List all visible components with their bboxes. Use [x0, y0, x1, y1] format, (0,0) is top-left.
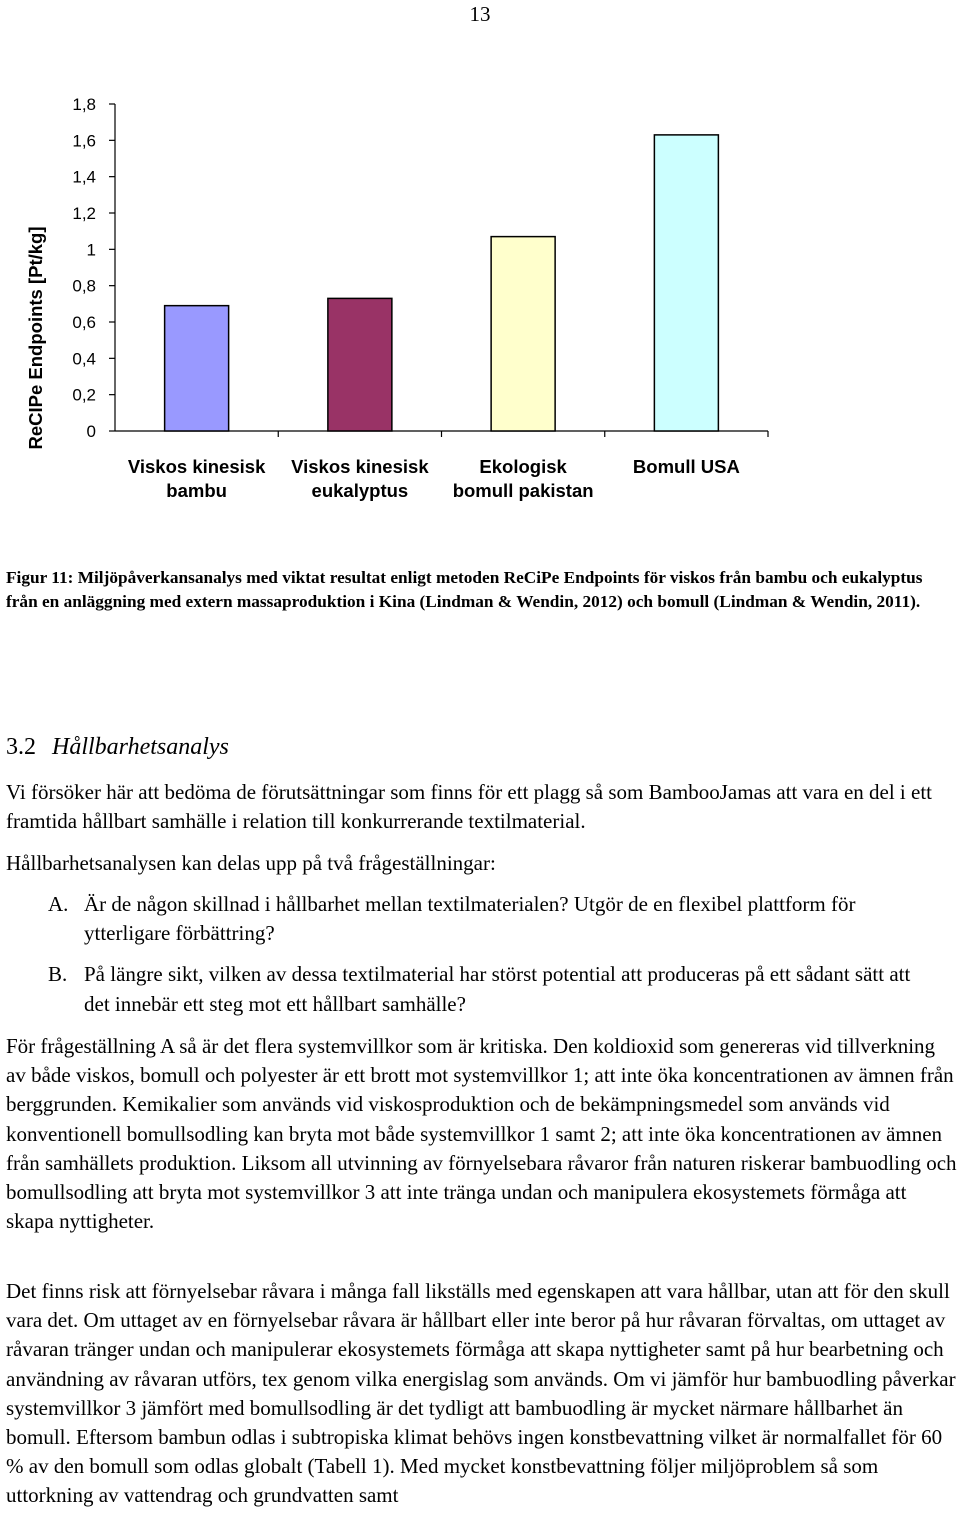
- x-category-label: Bomull USA: [632, 456, 740, 477]
- section-heading: [6, 734, 229, 761]
- page-number: 13: [469, 2, 491, 26]
- bar: [491, 237, 555, 431]
- body-paragraph-1: För frågeställning A så är det flera systemvillkor som är kritiska. Den koldioxid som genereras vid tillverkning av både viskos, bomull och polyester är ett brott mot systemvillkor 1; att inte öka koncentrationen av ämnen från berggrunden. Kemikalier som används vid viskosproduktion och de bekämpningsmedel som används vid konventionell bomullsodling kan bryta mot både systemvillkor 1 samt 2; att inte öka koncentrationen av ämnen från samhällets produktion. Liksom all utvinning av förnyelsebara råvaror från naturen riskerar bambuodling och bomullsodling att bryta mot systemvillkor 3 att inte tränga undan och manipulera ekosystemets förmåga att skapa nyttigheter.: [6, 1034, 957, 1234]
- y-tick-label: 0,4: [72, 349, 96, 369]
- y-axis-label: ReCIPe Endpoints [Pt/kg]: [25, 226, 46, 450]
- section-title: Hållbarhetsanalys: [52, 734, 229, 760]
- y-tick-label: 0,6: [72, 313, 96, 332]
- y-tick-label: 1,6: [72, 131, 96, 151]
- y-tick-label: 1,2: [72, 204, 96, 223]
- list-marker: A.: [48, 892, 69, 916]
- list-item: B. På längre sikt, vilken av dessa textilmaterial har störst potential att produceras på ett sådant sätt att det innebär ett steg mot ett hållbart samhälle?: [48, 962, 911, 1016]
- y-tick-label: 1,4: [72, 167, 96, 187]
- y-tick-label: 1: [86, 240, 96, 260]
- x-category-label: eukalyptus: [311, 480, 409, 501]
- y-tick-label: 0,8: [72, 276, 96, 296]
- x-category-label: Ekologisk: [479, 456, 567, 477]
- body-paragraph-2: Det finns risk att förnyelsebar råvara i många fall likställs med egenskapen att vara hållbar, utan att för den skull vara det. Om uttaget av en förnyelsebar råvara är hållbart eller inte beror på hur råvaran förvaltas, om uttaget av råvaran tränger undan och manipulerar ekosystemets förmåga att skapa nyttigheter samt på hur bearbetning och användning av råvaran utförs, tex genom vilka energislag som används. Om vi jämför hur bambuodling påverkar systemvillkor 3 jämfört med bomullsodling är det tydligt att bambuodling är mycket närmare hållbarhet än bomull. Eftersom bambun odlas i subtropiska klimat behövs ingen konstbevattning vilket är normalfallet för 60 % av den bomull som odlas globalt (Tabell 1). Med mycket konstbevattning följer miljöproblem så som uttorkning av vattendrag och grundvatten samt: [6, 1279, 956, 1508]
- x-category-label: Viskos kinesisk: [127, 456, 266, 477]
- y-tick-label: 0,2: [72, 385, 96, 405]
- section-number: 3.2: [6, 734, 36, 760]
- lead-paragraph: Hållbarhetsanalysen kan delas upp på två frågeställningar:: [6, 851, 496, 875]
- bar-chart: [0, 80, 960, 520]
- question-list: [48, 890, 938, 1019]
- list-marker: B.: [48, 962, 68, 987]
- y-tick-label: 0: [86, 422, 96, 441]
- x-category-label: bomull pakistan: [452, 480, 594, 501]
- figure-caption: Figur 11: Miljöpåverkansanalys med viktat resultat enligt metoden ReCiPe Endpoints för viskos från bambu och eukalyptus från en anläggning med extern massaproduktion i Kina (Lindman & Wendin, 2012) och bomull (Lindman & Wendin, 2011).: [6, 568, 923, 612]
- x-category-label: bambu: [166, 480, 227, 501]
- y-tick-label: 1,8: [72, 95, 96, 114]
- bar: [165, 306, 229, 431]
- bar: [654, 135, 718, 431]
- bar: [328, 298, 392, 431]
- list-item: A. Är de någon skillnad i hållbarhet mellan textilmaterialen? Utgör de en flexibel plattform för ytterligare förbättring?: [48, 892, 856, 946]
- intro-paragraph: Vi försöker här att bedöma de förutsättningar som finns för ett plagg så som BambooJamas att vara en del i ett framtida hållbart samhälle i relation till konkurrerande textilmaterial.: [6, 780, 932, 834]
- x-category-label: Viskos kinesisk: [291, 456, 429, 477]
